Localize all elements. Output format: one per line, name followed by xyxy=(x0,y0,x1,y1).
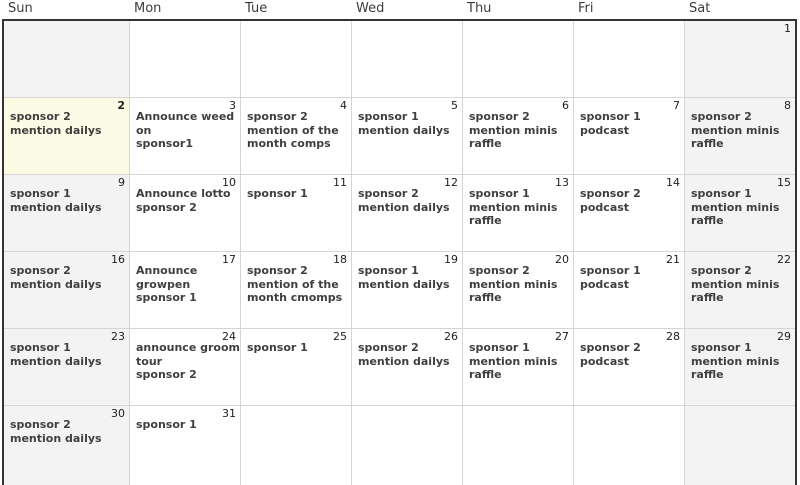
event-list xyxy=(352,406,462,418)
event-text[interactable]: sponsor 2 xyxy=(247,110,308,123)
event-text[interactable]: sponsor 1 xyxy=(358,264,419,277)
calendar-cell[interactable] xyxy=(574,98,684,174)
event-text[interactable]: sponsor 1 xyxy=(10,341,71,354)
date-number: 31 xyxy=(222,407,236,420)
calendar-cell[interactable] xyxy=(241,329,351,405)
calendar-cell[interactable] xyxy=(4,21,129,97)
day-header-tue: Tue xyxy=(245,1,268,16)
event-text[interactable]: sponsor 2 xyxy=(469,110,530,123)
event-text[interactable]: sponsor 2 xyxy=(136,368,197,381)
event-text[interactable]: podcast xyxy=(580,123,630,137)
calendar-cell[interactable] xyxy=(352,21,462,97)
day-header-fri: Fri xyxy=(578,1,594,16)
date-number: 23 xyxy=(111,330,125,343)
event-text[interactable]: mention minis xyxy=(469,200,558,214)
date-number: 7 xyxy=(673,99,680,112)
calendar-grid xyxy=(2,19,797,485)
event-text[interactable]: sponsor 1 xyxy=(691,341,752,354)
event-text[interactable]: sponsor 1 xyxy=(136,418,197,431)
calendar-cell[interactable] xyxy=(574,329,684,405)
date-number: 4 xyxy=(340,99,347,112)
date-number: 30 xyxy=(111,407,125,420)
event-text[interactable]: mention dailys xyxy=(10,200,102,214)
event-text[interactable]: sponsor 2 xyxy=(580,341,641,354)
event-text[interactable]: sponsor 1 xyxy=(469,187,530,200)
day-header-row xyxy=(2,0,797,19)
event-list xyxy=(574,406,684,418)
event-list xyxy=(130,21,240,33)
calendar-cell[interactable] xyxy=(130,175,240,251)
event-text[interactable]: mention dailys xyxy=(358,123,450,137)
date-number: 3 xyxy=(229,99,236,112)
event-list xyxy=(4,98,129,137)
day-header-mon: Mon xyxy=(134,1,162,16)
calendar-cell[interactable] xyxy=(463,98,573,174)
event-list xyxy=(463,98,573,151)
event-text[interactable]: raffle xyxy=(469,368,502,381)
calendar-cell[interactable] xyxy=(685,252,795,328)
event-list xyxy=(685,406,795,418)
event-list xyxy=(463,21,573,33)
calendar-cell[interactable] xyxy=(4,175,129,251)
event-text[interactable]: sponsor 2 xyxy=(10,418,71,431)
event-text[interactable]: raffle xyxy=(691,214,724,227)
date-number: 18 xyxy=(333,253,347,266)
date-number: 13 xyxy=(555,176,569,189)
date-number: 5 xyxy=(451,99,458,112)
event-text[interactable]: mention of the xyxy=(247,277,339,291)
date-number: 11 xyxy=(333,176,347,189)
calendar-cell[interactable] xyxy=(352,175,462,251)
event-text[interactable]: Announce weed xyxy=(136,110,235,123)
event-list xyxy=(352,98,462,137)
event-text[interactable]: sponsor 1 xyxy=(247,187,308,200)
event-text[interactable]: Announce xyxy=(136,264,198,277)
calendar-cell[interactable] xyxy=(130,98,240,174)
calendar-cell[interactable] xyxy=(130,21,240,97)
event-text[interactable]: sponsor 1 xyxy=(247,341,308,354)
event-text[interactable]: raffle xyxy=(469,137,502,150)
event-text[interactable]: podcast xyxy=(580,354,630,368)
event-text[interactable]: sponsor 1 xyxy=(580,110,641,123)
event-text[interactable]: sponsor 2 xyxy=(691,264,752,277)
event-text[interactable]: mention dailys xyxy=(358,200,450,214)
event-text[interactable]: sponsor 2 xyxy=(247,264,308,277)
calendar-cell[interactable] xyxy=(574,175,684,251)
event-text[interactable]: sponsor 1 xyxy=(358,110,419,123)
event-text[interactable]: sponsor 1 xyxy=(469,341,530,354)
calendar-cell[interactable] xyxy=(130,329,240,405)
event-text[interactable]: on xyxy=(136,123,152,137)
date-number: 22 xyxy=(777,253,791,266)
calendar-cell[interactable] xyxy=(685,21,795,97)
day-header-thu: Thu xyxy=(467,1,492,16)
date-number: 24 xyxy=(222,330,236,343)
event-text[interactable]: sponsor 2 xyxy=(358,187,419,200)
event-text[interactable]: month cmomps xyxy=(247,291,343,304)
calendar-cell[interactable] xyxy=(352,98,462,174)
event-text[interactable]: raffle xyxy=(469,214,502,227)
event-list xyxy=(352,21,462,33)
event-text[interactable]: podcast xyxy=(580,200,630,214)
event-text[interactable]: mention minis xyxy=(469,123,558,137)
date-number: 10 xyxy=(222,176,236,189)
date-number: 15 xyxy=(777,176,791,189)
day-header-wed: Wed xyxy=(356,1,385,16)
event-text[interactable]: raffle xyxy=(691,368,724,381)
date-number: 9 xyxy=(118,176,125,189)
event-text[interactable]: mention minis xyxy=(691,354,780,368)
date-number: 20 xyxy=(555,253,569,266)
calendar-cell[interactable] xyxy=(685,329,795,405)
date-number: 26 xyxy=(444,330,458,343)
event-list xyxy=(241,21,351,33)
calendar-cell[interactable] xyxy=(463,175,573,251)
calendar-cell[interactable] xyxy=(685,406,795,485)
event-list xyxy=(130,98,240,151)
calendar-cell[interactable] xyxy=(241,252,351,328)
event-text[interactable]: podcast xyxy=(580,277,630,291)
event-text[interactable]: mention minis xyxy=(691,200,780,214)
date-number: 2 xyxy=(117,99,125,112)
event-text[interactable]: sponsor 2 xyxy=(580,187,641,200)
date-number: 12 xyxy=(444,176,458,189)
date-number: 21 xyxy=(666,253,680,266)
date-number: 8 xyxy=(784,99,791,112)
calendar-cell[interactable] xyxy=(685,98,795,174)
event-list xyxy=(574,21,684,33)
event-text[interactable]: Announce lotto xyxy=(136,187,231,200)
event-text[interactable]: sponsor1 xyxy=(136,137,193,150)
event-list xyxy=(241,98,351,151)
calendar-cell[interactable] xyxy=(352,252,462,328)
calendar-cell[interactable] xyxy=(463,252,573,328)
event-text[interactable]: mention minis xyxy=(691,123,780,137)
event-list xyxy=(463,406,573,418)
calendar-cell[interactable] xyxy=(241,406,351,485)
date-number: 19 xyxy=(444,253,458,266)
event-text[interactable]: mention dailys xyxy=(10,431,102,445)
event-text[interactable]: sponsor 1 xyxy=(580,264,641,277)
event-text[interactable]: mention dailys xyxy=(358,277,450,291)
date-number: 28 xyxy=(666,330,680,343)
date-number: 16 xyxy=(111,253,125,266)
day-header-sat: Sat xyxy=(689,1,711,16)
event-text[interactable]: mention dailys xyxy=(358,354,450,368)
event-text[interactable]: mention dailys xyxy=(10,277,102,291)
event-text[interactable]: raffle xyxy=(469,291,502,304)
calendar-cell[interactable] xyxy=(574,252,684,328)
event-text[interactable]: sponsor 1 xyxy=(10,187,71,200)
calendar-cell[interactable] xyxy=(574,406,684,485)
calendar-cell[interactable] xyxy=(352,406,462,485)
calendar-cell[interactable] xyxy=(130,406,240,485)
date-number: 1 xyxy=(784,22,791,35)
event-text[interactable]: mention of the xyxy=(247,123,339,137)
event-text[interactable]: sponsor 2 xyxy=(136,200,197,214)
calendar-cell[interactable] xyxy=(574,21,684,97)
event-text[interactable]: sponsor 1 xyxy=(136,291,197,304)
calendar-cell[interactable] xyxy=(352,329,462,405)
date-number: 25 xyxy=(333,330,347,343)
date-number: 17 xyxy=(222,253,236,266)
event-text[interactable]: sponsor 2 xyxy=(10,264,71,277)
event-text[interactable]: month comps xyxy=(247,137,331,150)
event-text[interactable]: mention dailys xyxy=(10,123,102,137)
event-list xyxy=(241,406,351,418)
event-text[interactable]: mention minis xyxy=(469,277,558,291)
event-text[interactable]: mention minis xyxy=(691,277,780,291)
event-text[interactable]: sponsor 2 xyxy=(469,264,530,277)
day-header-sun: Sun xyxy=(8,1,33,16)
event-list xyxy=(4,175,129,214)
event-text[interactable]: sponsor 2 xyxy=(10,110,71,123)
event-text[interactable]: sponsor 2 xyxy=(358,341,419,354)
event-list xyxy=(685,21,795,33)
calendar-cell[interactable] xyxy=(685,175,795,251)
calendar-cell[interactable] xyxy=(4,406,129,485)
event-list xyxy=(685,98,795,151)
calendar-cell[interactable] xyxy=(463,406,573,485)
date-number: 29 xyxy=(777,330,791,343)
event-text[interactable]: sponsor 2 xyxy=(691,110,752,123)
event-text[interactable]: raffle xyxy=(691,291,724,304)
calendar-cell[interactable] xyxy=(4,252,129,328)
month-calendar xyxy=(2,0,797,485)
event-text[interactable]: mention dailys xyxy=(10,354,102,368)
date-number: 27 xyxy=(555,330,569,343)
event-text[interactable]: sponsor 1 xyxy=(691,187,752,200)
event-list xyxy=(574,98,684,137)
date-number: 14 xyxy=(666,176,680,189)
date-number: 6 xyxy=(562,99,569,112)
calendar-cell[interactable] xyxy=(463,329,573,405)
calendar-cell[interactable] xyxy=(241,21,351,97)
calendar-cell[interactable] xyxy=(463,21,573,97)
event-list xyxy=(4,21,129,33)
event-text[interactable]: raffle xyxy=(691,137,724,150)
event-text[interactable]: growpen xyxy=(136,277,191,291)
calendar-cell[interactable] xyxy=(241,175,351,251)
event-text[interactable]: tour xyxy=(136,354,163,368)
event-text[interactable]: announce groom xyxy=(136,341,240,354)
calendar-cell[interactable] xyxy=(4,329,129,405)
event-text[interactable]: mention minis xyxy=(469,354,558,368)
calendar-cell[interactable] xyxy=(130,252,240,328)
calendar-cell[interactable] xyxy=(4,98,129,174)
calendar-cell[interactable] xyxy=(241,98,351,174)
